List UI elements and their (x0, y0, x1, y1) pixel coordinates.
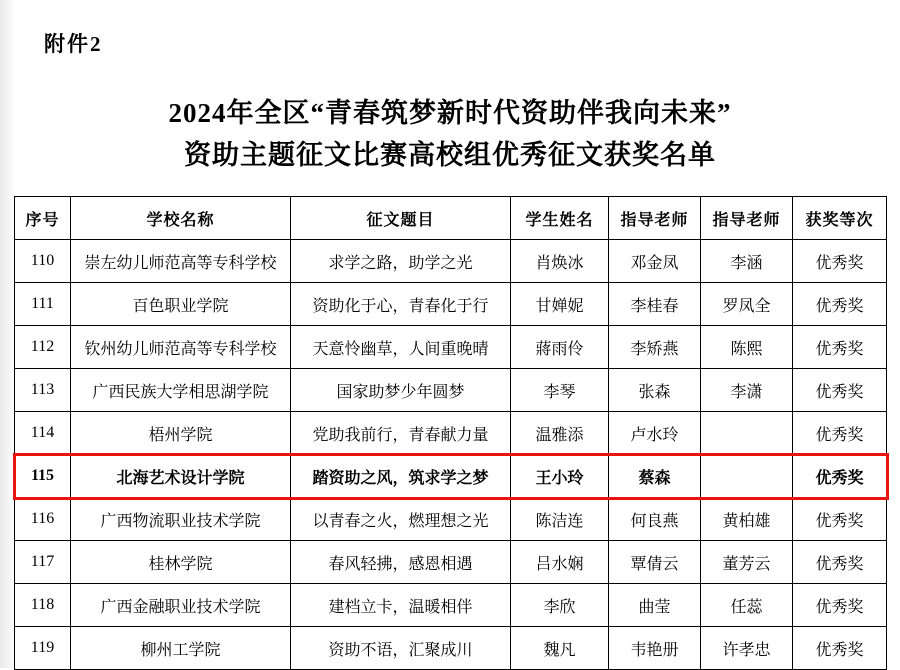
cell-school-name: 柳州工学院 (71, 627, 291, 670)
cell-student-name: 蔣雨伶 (511, 326, 609, 369)
cell-school-name: 广西物流职业技术学院 (71, 498, 291, 541)
cell-row-no: 113 (15, 369, 71, 412)
cell-essay-title: 建档立卡，温暖相伴 (291, 584, 511, 627)
header-cell-advisor2: 指导老师 (701, 197, 793, 240)
cell-row-no: 114 (15, 412, 71, 455)
cell-student-name: 王小玲 (511, 455, 609, 498)
cell-school-name: 梧州学院 (71, 412, 291, 455)
cell-essay-title: 以青春之火，燃理想之光 (291, 498, 511, 541)
cell-advisor-2: 李潇 (701, 369, 793, 412)
cell-advisor-2: 董芳云 (701, 541, 793, 584)
cell-award-level: 优秀奖 (793, 412, 887, 455)
cell-student-name: 甘婵妮 (511, 283, 609, 326)
header-cell-advisor1: 指导老师 (609, 197, 701, 240)
cell-advisor-2: 任蕊 (701, 584, 793, 627)
cell-award-level: 优秀奖 (793, 326, 887, 369)
header-cell-title: 征文题目 (291, 197, 511, 240)
cell-advisor-2: 罗凤全 (701, 283, 793, 326)
cell-award-level: 优秀奖 (793, 240, 887, 283)
cell-row-no: 116 (15, 498, 71, 541)
table-row (15, 283, 887, 326)
title-line-1: 2024年全区“青春筑梦新时代资助伴我向未来” (168, 98, 732, 128)
cell-student-name: 肖焕冰 (511, 240, 609, 283)
cell-row-no: 110 (15, 240, 71, 283)
header-cell-student: 学生姓名 (511, 197, 609, 240)
cell-advisor-1: 李桂春 (609, 283, 701, 326)
cell-school-name: 崇左幼儿师范高等专科学校 (71, 240, 291, 283)
cell-advisor-2: 陈熙 (701, 326, 793, 369)
cell-student-name: 温雅添 (511, 412, 609, 455)
cell-student-name: 陈洁连 (511, 498, 609, 541)
cell-essay-title: 春风轻拂，感恩相遇 (291, 541, 511, 584)
cell-award-level: 优秀奖 (793, 283, 887, 326)
cell-essay-title: 天意怜幽草，人间重晚晴 (291, 326, 511, 369)
cell-essay-title: 资助不语，汇聚成川 (291, 627, 511, 670)
cell-advisor-1: 曲莹 (609, 584, 701, 627)
document-title (0, 92, 900, 176)
table-row (15, 326, 887, 369)
cell-row-no: 115 (15, 455, 71, 498)
cell-essay-title: 国家助梦少年圆梦 (291, 369, 511, 412)
table-body (15, 240, 887, 670)
cell-row-no: 118 (15, 584, 71, 627)
table-row (15, 455, 887, 498)
cell-advisor-1: 邓金凤 (609, 240, 701, 283)
cell-award-level: 优秀奖 (793, 369, 887, 412)
cell-row-no: 119 (15, 627, 71, 670)
cell-row-no: 111 (15, 283, 71, 326)
cell-student-name: 吕水娴 (511, 541, 609, 584)
cell-advisor-1: 卢水玲 (609, 412, 701, 455)
cell-advisor-1: 张森 (609, 369, 701, 412)
table-row (15, 498, 887, 541)
cell-advisor-1: 何良燕 (609, 498, 701, 541)
header-cell-no: 序号 (15, 197, 71, 240)
cell-advisor-1: 蔡森 (609, 455, 701, 498)
cell-row-no: 112 (15, 326, 71, 369)
table-row (15, 584, 887, 627)
table-header-row (15, 197, 887, 240)
cell-advisor-1: 韦艳册 (609, 627, 701, 670)
award-table-wrapper (14, 196, 886, 670)
cell-advisor-2: 李涵 (701, 240, 793, 283)
cell-school-name: 桂林学院 (71, 541, 291, 584)
cell-school-name: 广西金融职业技术学院 (71, 584, 291, 627)
table-row (15, 412, 887, 455)
table-row (15, 369, 887, 412)
cell-award-level: 优秀奖 (793, 541, 887, 584)
cell-student-name: 李欣 (511, 584, 609, 627)
cell-award-level: 优秀奖 (793, 498, 887, 541)
cell-advisor-1: 李矫燕 (609, 326, 701, 369)
cell-school-name: 百色职业学院 (71, 283, 291, 326)
cell-student-name: 魏凡 (511, 627, 609, 670)
cell-school-name: 北海艺术设计学院 (71, 455, 291, 498)
cell-essay-title: 求学之路，助学之光 (291, 240, 511, 283)
cell-advisor-1: 覃倩云 (609, 541, 701, 584)
cell-school-name: 广西民族大学相思湖学院 (71, 369, 291, 412)
header-cell-school: 学校名称 (71, 197, 291, 240)
cell-advisor-2: 许孝忠 (701, 627, 793, 670)
attachment-label: 附件2 (44, 32, 103, 56)
cell-student-name: 李琴 (511, 369, 609, 412)
cell-essay-title: 踏资助之风，筑求学之梦 (291, 455, 511, 498)
cell-advisor-2: 黄柏雄 (701, 498, 793, 541)
table-row (15, 627, 887, 670)
award-table (14, 196, 887, 670)
title-line-2: 资助主题征文比赛高校组优秀征文获奖名单 (184, 140, 716, 170)
cell-row-no: 117 (15, 541, 71, 584)
cell-school-name: 钦州幼儿师范高等专科学校 (71, 326, 291, 369)
cell-award-level: 优秀奖 (793, 627, 887, 670)
cell-award-level: 优秀奖 (793, 455, 887, 498)
cell-essay-title: 资助化于心，青春化于行 (291, 283, 511, 326)
header-cell-award: 获奖等次 (793, 197, 887, 240)
cell-essay-title: 党助我前行，青春献力量 (291, 412, 511, 455)
cell-advisor-2 (701, 455, 793, 498)
table-row (15, 541, 887, 584)
cell-advisor-2 (701, 412, 793, 455)
cell-award-level: 优秀奖 (793, 584, 887, 627)
table-row (15, 240, 887, 283)
